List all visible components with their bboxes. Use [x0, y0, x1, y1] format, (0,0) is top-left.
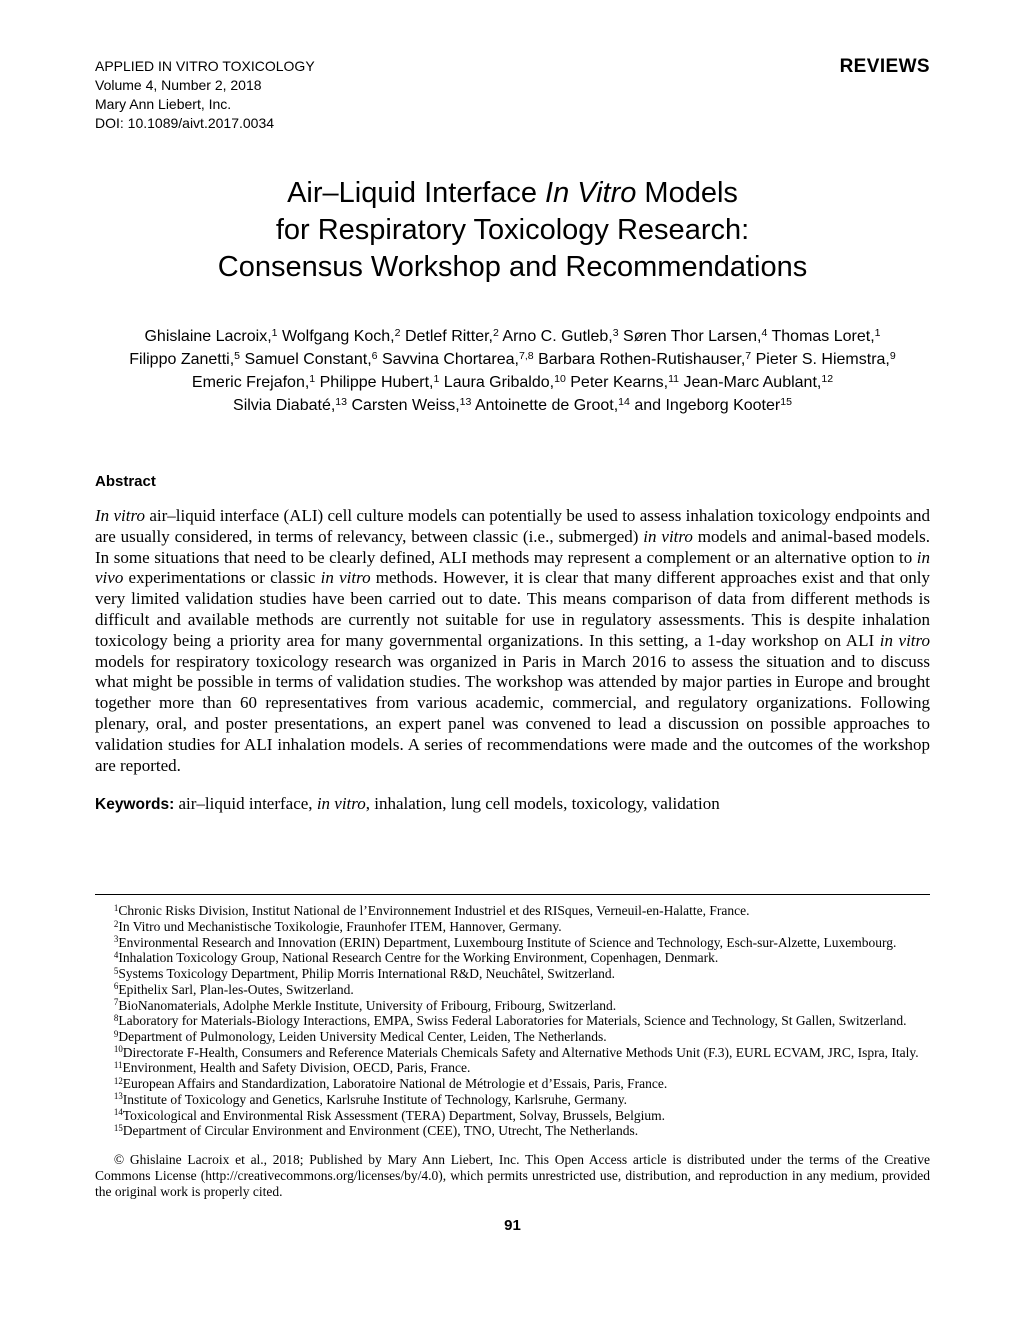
- author-affiliation-superscript: 3: [612, 326, 619, 339]
- abstract-heading: Abstract: [95, 473, 156, 490]
- article-title-line-1: Air–Liquid Interface In Vitro Models: [287, 177, 738, 209]
- footnote-number: 6: [113, 981, 119, 992]
- affiliation-footnote: $^{12}$European Affairs and Standardization, Laboratoire National de Métrologie et d’Essais, Paris, France.: [113, 1075, 668, 1092]
- section-label: REVIEWS: [839, 56, 930, 77]
- author-affiliation-superscript: 1: [271, 326, 278, 339]
- author-affiliation-superscript: 2: [492, 326, 499, 339]
- footnote-number: 2: [113, 918, 119, 929]
- author-line: Emeric Frejafon,$^1$ Philippe Hubert,$^1$ Laura Gribaldo,$^{10}$ Peter Kearns,$^{11}$ Jean-Marc Aublant,$^{12}$: [191, 372, 834, 391]
- footnote-number: 4: [113, 950, 119, 961]
- affiliation-footnote: $^2$In Vitro und Mechanistische Toxikologie, Fraunhofer ITEM, Hannover, Germany.: [113, 918, 562, 935]
- abstract-text: In vitro air–liquid interface (ALI) cell culture models can potentially be used to assess inhalation toxicology endpoints and are usually considered, in terms of relevancy, between classic (i.e., submerged) in vitro models and animal-based models. In some situations that need to be clearly defined, ALI methods may represent a complement or an alternative option to in vivo experimentations or classic in vitro methods. However, it is clear that many different approaches exist and that only very limited validation studies have been carried out to date. This means comparison of data from different methods is difficult and available methods are currently not suitable for use in regulatory assessments. This is despite inhalation toxicology being a priority area for many governmental organizations. In this setting, a 1-day workshop on ALI in vitro models for respiratory toxicology research was organized in Paris in March 2016 to assess the situation and to discuss what might be possible in terms of validation studies. The workshop was attended by major parties in Europe and brought together more than 60 representatives from various academic, commercial, and regulatory organizations. Following plenary, oral, and poster presentations, an expert panel was convened to lead a discussion on possible approaches to validation studies for ALI inhalation models. A series of recommendations were made and the outcomes of the workshop are reported.: [95, 506, 931, 775]
- footnote-number: 5: [113, 965, 119, 976]
- keywords-label: Keywords:: [95, 796, 175, 814]
- journal-volume-issue: Volume 4, Number 2, 2018: [95, 77, 262, 93]
- journal-publisher: Mary Ann Liebert, Inc.: [95, 96, 232, 112]
- affiliation-footnote: $^8$Laboratory for Materials-Biology Interactions, EMPA, Swiss Federal Laboratories for Materials, Science and Technology, St Gallen, Switzerland.: [113, 1012, 907, 1029]
- author-affiliation-superscript: 1: [433, 372, 440, 385]
- author-affiliation-superscript: 5: [234, 349, 241, 362]
- footnote-number: 1: [113, 902, 119, 913]
- author-affiliation-superscript: 1: [874, 326, 881, 339]
- footnote-number: 11: [113, 1059, 123, 1070]
- affiliation-footnote: $^7$BioNanomaterials, Adolphe Merkle Institute, University of Fribourg, Fribourg, Switzerland.: [113, 997, 617, 1013]
- footnote-divider: [95, 894, 930, 895]
- footnote-number: 8: [113, 1012, 119, 1023]
- author-affiliation-superscript: 12: [821, 372, 834, 385]
- author-affiliation-superscript: 1: [309, 372, 316, 385]
- affiliation-footnote: $^{14}$Toxicological and Environmental Risk Assessment (TERA) Department, Solvay, Brussels, Belgium.: [113, 1107, 666, 1123]
- article-title-line-3: Consensus Workshop and Recommendations: [217, 251, 808, 283]
- journal-meta: [95, 57, 315, 133]
- footnote-number: 3: [113, 934, 119, 945]
- author-affiliation-superscript: 9: [889, 349, 896, 362]
- footnote-number: 14: [113, 1107, 123, 1118]
- affiliation-footnote: $^{10}$Directorate F-Health, Consumers and Reference Materials Chemicals Safety and Alternative Methods Unit (F.3), EURL ECVAM, JRC, Ispra, Italy.: [113, 1044, 919, 1060]
- footnote-number: 13: [113, 1091, 123, 1102]
- affiliation-footnote: $^{15}$Department of Circular Environment and Environment (CEE), TNO, Utrecht, The Netherlands.: [113, 1122, 639, 1139]
- footnote-number: 9: [113, 1028, 119, 1039]
- journal-name: APPLIED IN VITRO TOXICOLOGY: [95, 58, 315, 74]
- affiliation-footnote: $^6$Epithelix Sarl, Plan-les-Outes, Switzerland.: [113, 981, 354, 997]
- footnote-number: 7: [113, 997, 119, 1008]
- author-affiliation-superscript: 2: [394, 326, 401, 339]
- affiliation-footnote: $^{13}$Institute of Toxicology and Genetics, Karlsruhe Institute of Technology, Karlsruhe, Germany.: [113, 1091, 628, 1107]
- author-affiliation-superscript: 10: [554, 372, 566, 385]
- author-line: Filippo Zanetti,$^5$ Samuel Constant,$^6$ Savvina Chortarea,$^{7,8}$ Barbara Rothen-Rutishauser,$^7$ Pieter S. Hiemstra,$^9$: [129, 349, 896, 368]
- affiliation-footnote: $^{11}$Environment, Health and Safety Division, OECD, Paris, France.: [113, 1059, 471, 1076]
- journal-doi: DOI: 10.1089/aivt.2017.0034: [95, 115, 275, 131]
- footnote-number: 12: [113, 1075, 123, 1086]
- affiliation-footnote: $^1$Chronic Risks Division, Institut National de l’Environnement Industriel et des RISques, Verneuil-en-Halatte, France.: [113, 902, 750, 919]
- footnote-number: 10: [113, 1044, 123, 1055]
- keywords-line: [95, 793, 930, 814]
- keywords-text: air–liquid interface, in vitro, inhalation, lung cell models, toxicology, validation: [174, 794, 720, 814]
- affiliation-footnote: $^4$Inhalation Toxicology Group, National Research Centre for the Working Environment, Copenhagen, Denmark.: [113, 950, 719, 966]
- affiliation-footnotes: [95, 903, 930, 1139]
- author-affiliation-superscript: 7,8: [518, 349, 534, 362]
- affiliation-footnote: $^5$Systems Toxicology Department, Philip Morris International R&D, Neuchâtel, Switzerland.: [113, 965, 616, 982]
- author-affiliation-superscript: 13: [459, 395, 472, 408]
- masthead: [95, 57, 930, 133]
- author-affiliation-superscript: 15: [780, 395, 792, 408]
- author-affiliation-superscript: 7: [745, 349, 752, 362]
- copyright-notice: © Ghislaine Lacroix et al., 2018; Published by Mary Ann Liebert, Inc. This Open Access article is distributed under the terms of the Creative Commons License (http://creativecommons.org/licenses/by/4.0), which permits unrestricted use, distribution, and reproduction in any medium, provided the original work is properly cited.: [95, 1151, 930, 1199]
- affiliation-footnote: $^3$Environmental Research and Innovation (ERIN) Department, Luxembourg Institute of Science and Technology, Esch-sur-Alzette, Luxembourg.: [113, 934, 897, 950]
- footnote-number: 15: [113, 1122, 123, 1133]
- author-line: Silvia Diabaté,$^{13}$ Carsten Weiss,$^{13}$ Antoinette de Groot,$^{14}$ and Ingeborg Kooter$^{15}$: [233, 395, 792, 414]
- author-affiliation-superscript: 13: [335, 395, 348, 408]
- author-affiliation-superscript: 4: [761, 326, 768, 339]
- author-affiliation-superscript: 6: [371, 349, 378, 362]
- article-title: [95, 175, 930, 286]
- author-affiliation-superscript: 14: [618, 395, 630, 408]
- author-affiliation-superscript: 11: [668, 372, 680, 385]
- page-number: 91: [504, 1216, 521, 1234]
- article-title-line-2: for Respiratory Toxicology Research:: [275, 214, 750, 246]
- author-line: Ghislaine Lacroix,$^1$ Wolfgang Koch,$^2$ Detlef Ritter,$^2$ Arno C. Gutleb,$^3$ Søren Thor Larsen,$^4$ Thomas Loret,$^1$: [144, 326, 881, 345]
- author-list: [95, 325, 930, 417]
- affiliation-footnote: $^9$Department of Pulmonology, Leiden University Medical Center, Leiden, The Netherlands.: [113, 1028, 607, 1044]
